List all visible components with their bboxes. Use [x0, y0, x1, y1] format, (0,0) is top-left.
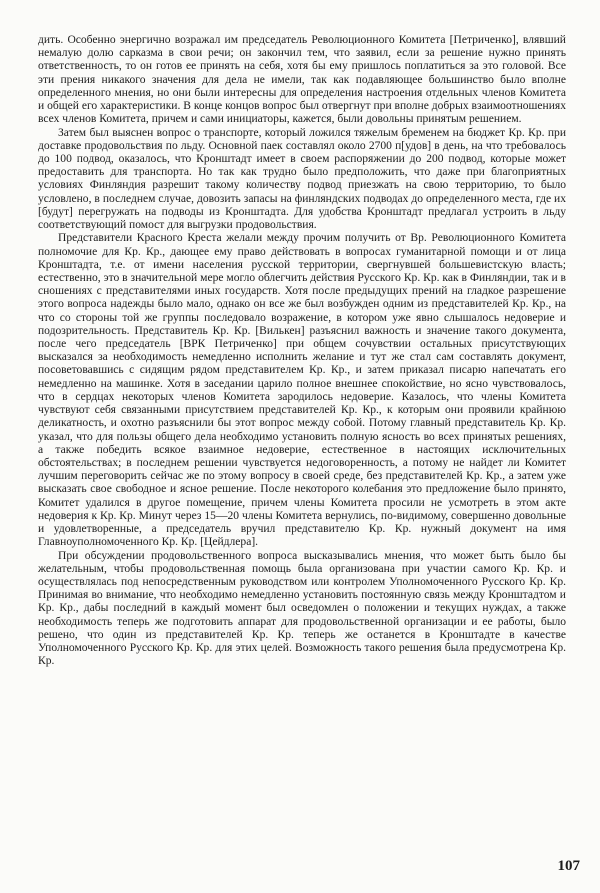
page-number: 107 [557, 858, 580, 874]
body-text [38, 34, 566, 669]
paragraph-red-cross-mandate: Представители Красного Креста желали между прочим получить от Вр. Революционного Комитета полномочие для Кр. Кр., дающее ему право действовать в вопросах гуманитарной помощи и от лица Кронштадта, т.е. от имени населения русской территории, свергнувшей большевистскую власть; естественно, это в значительной мере могло облегчить действия Русского Кр. Кр. как в Финляндии, так и в сношениях с представителями иных государств. Хотя после предыдущих прений на гладкое разрешение этого вопроса надежды было мало, однако он все же был возбужден одним из представителей Кр. Кр., на что со стороны той же группы последовало возражение, в котором уже явно слышалось недоверие и подозрительность. Представитель Кр. Кр. [Вилькен] разъяснил важность и значение такого документа, после чего председатель [ВРК Петриченко] при общем сочувствии остальных присутствующих высказался за необходимость немедленно исполнить желание и тут же стал сам составлять документ, посоветовавшись с сидящим рядом представителем Кр. Кр., и затем приказал писарю напечатать его немедленно на машинке. Хотя в заседании царило полное внешнее спокойствие, но ясно чувствовалось, что в сердцах некоторых членов Комитета зародилось недоверие. Казалось, что члены Комитета чувствуют себя связанными присутствием представителей Кр. Кр., к которым они проявили крайнюю деликатность, и охотно разъяснили бы этот вопрос между собой. Потому главный представитель Кр. Кр. указал, что для пользы общего дела необходимо установить полную ясность во всех принятых решениях, а также победить всякое взаимное недоверие, естественное в настоящих исключительных обстоятельствах; в последнем решении чувствуется недоговоренность, а потому не найдет ли Комитет лучшим переговорить сейчас же по этому вопросу в своей среде, без представителей Кр. Кр., а затем уже высказать свое свободное и ясное решение. После некоторого колебания это предложение было принято, Комитет удалился в другое помещение, причем члены Комитета просили не усмотреть в этом акте недоверия к Кр. Кр. Минут через 15—20 члены Комитета вернулись, по-видимому, совершенно довольные и удовлетворенные, а председатель вручил представителю Кр. Кр. нужный документ на имя Главноуполномоченного Кр. Кр. [Цейдлера]. [38, 232, 566, 549]
paragraph-transport: Затем был выяснен вопрос о транспорте, который ложился тяжелым бременем на бюджет Кр. Кр. при доставке продовольствия по льду. Основной паек составлял около 2700 п[удов] в день, на что требовалось до 100 подвод, оказалось, что Кронштадт имеет в своем распоряжении до 200 подвод, которые может предоставить для транспорта. Но так как трудно было предположить, что даже при благоприятных условиях Финляндия разрешит такому количеству подвод приезжать на свою территорию, то было условлено, в последнем случае, довозить запасы на финляндских подводах до определенного места, где их [будут] перегружать на подводы из Кронштадта. Для удобства Кронштадт предлагал устроить в льду соответствующий помост для выгрузки продовольствия. [38, 126, 566, 232]
paragraph-continuation: дить. Особенно энергично возражал им председатель Революционного Комитета [Петриченко], влявший немалую долю сарказма в свои речи; он закончил тем, что заявил, если за решение нужно принять ответственность, то он готов ее принять на себя, хотя бы ему пришлось поплатиться за это головой. Все эти прения никакого значения для дела не имели, так как подавляющее большинство было вполне определенного мнения, но они были интересны для определения настроения отдельных членов Комитета и общей его характеристики. В конце концов вопрос был отвергнут при вполне добрых взаимоотношениях всех членов Комитета, причем и сами инициаторы, кажется, были довольны принятым решением. [38, 34, 566, 126]
paragraph-food-aid: При обсуждении продовольственного вопроса высказывались мнения, что может быть было бы желательным, чтобы продовольственная помощь была организована при участии самого Кр. Кр. и осуществлялась под непосредственным руководством или контролем Уполномоченного Русского Кр. Кр. Принимая во внимание, что необходимо немедленно установить постоянную связь между Кронштадтом и Кр. Кр., дабы последний в каждый момент был осведомлен о положении и текущих нуждах, а также необходимость теперь же подготовить аппарат для продовольственной организации и ее работы, было решено, что один из представителей Кр. Кр. теперь же останется в Кронштадте в качестве Уполномоченного Русского Кр. Кр. для этих целей. Возможность такого решения была предусмотрена Кр. Кр. [38, 549, 566, 668]
